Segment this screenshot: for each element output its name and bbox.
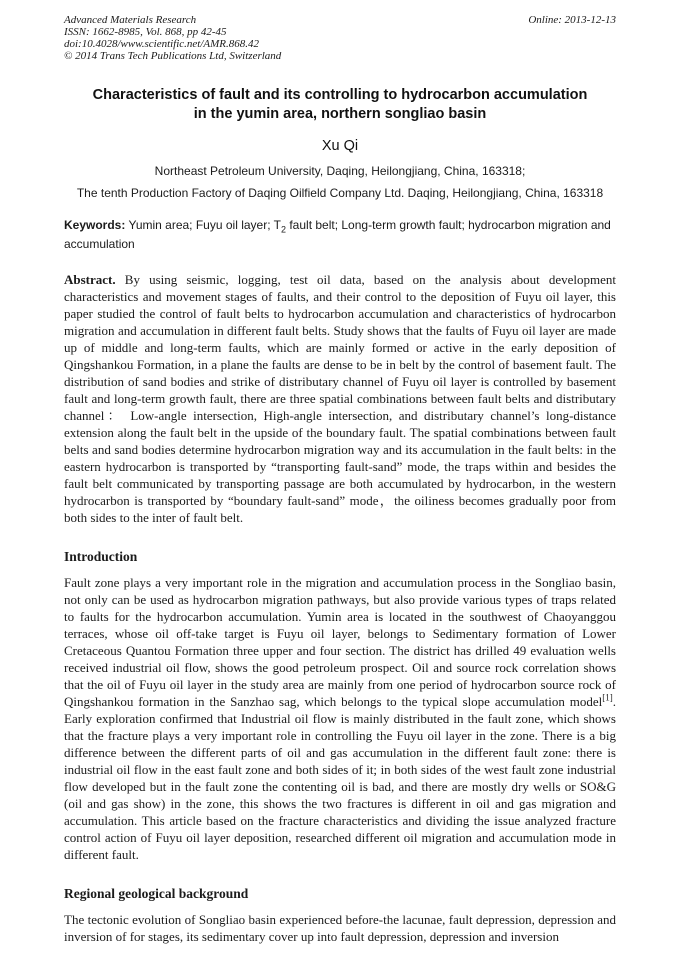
abstract-paragraph xyxy=(64,271,616,526)
keywords-line xyxy=(64,218,616,251)
online-date: Online: 2013-12-13 xyxy=(528,14,616,26)
paper-title xyxy=(64,86,616,124)
affiliation-1: Northeast Petroleum University, Daqing, Heilongjiang, China, 163318; xyxy=(154,164,526,178)
journal-header-left xyxy=(64,14,281,62)
keywords-text-before-subscript: Yumin area; Fuyu oil layer; T xyxy=(125,218,281,232)
paper-title-line1: Characteristics of fault and its controlling to hydrocarbon accumulation xyxy=(92,87,588,103)
abstract-text: By using seismic, logging, test oil data, based on the analysis about development characteristics and movement stages of faults, and their control to the deposition of Fuyu oil layer, this paper studied the control of fault belts to hydrocarbon accumulation and characteristics of hydrocarbon migration and accumulation in different fault belts. Study shows that the faults of Fuyu oil layer are made up of middle and long-term faults, which are mainly formed or active in the early deposition of Qingshankou Formation, in a plane the faults are dense to be in belt by the control of basement fault. The distribution of sand bodies and strike of distributary channel of Fuyu oil layer is controlled by basement fault and long-term growth fault, there are three spatial combinations between fault belts and distributary channel： Low-angle intersection, High-angle intersection, and distributary channel’s long-distance extension along the fault belt in the upside of the boundary fault. The spatial combinations between fault belts and sand bodies determine hydrocarbon migration way and its accumulation in the fault belts: in the eastern hydrocarbon is transported by “transporting fault-sand” mode, the traps within and besides the fault belt communicated by transporting passage are both accumulated by hydrocarbon, in the western hydrocarbon is transported by “boundary fault-sand” mode，the oiliness becomes gradually poor from both sides to the inter of fault belt. xyxy=(64,272,616,526)
journal-copyright-line: © 2014 Trans Tech Publications Ltd, Switzerland xyxy=(64,50,282,62)
keywords-label: Keywords: xyxy=(64,218,126,232)
citation-marker-1: [1] xyxy=(602,693,613,704)
abstract-label: Abstract. xyxy=(64,272,116,288)
journal-header xyxy=(64,14,616,62)
introduction-paragraph xyxy=(64,574,616,863)
section-heading-introduction: Introduction xyxy=(64,549,138,565)
journal-name: Advanced Materials Research xyxy=(64,14,197,26)
journal-issn-line: ISSN: 1662-8985, Vol. 868, pp 42-45 xyxy=(64,26,227,38)
introduction-text-before-citation: Fault zone plays a very important role in the migration and accumulation process in the Songliao basin, not only can be used as hydrocarbon migration pathways, but also provide various types of traps related to faults for the hydrocarbon accumulation. Yumin area is located in the southwest of Chaoyanggou terraces, whose oil off-take target is Fuyu oil layer, belongs to Sedimentary formation of Lower Cretaceous Quantou Formation three upper and four section. The district has drilled 49 evaluation wells received industrial oil flow, shows the good petroleum prospect. Oil and source rock correlation shows that the oil of Fuyu oil layer in the study area are mainly from one period of hydrocarbon source rock of Qingshankou formation in the Sanzhao sag, which belongs to the typical slope accumulation model xyxy=(64,575,616,710)
journal-doi-line: doi:10.4028/www.scientific.net/AMR.868.42 xyxy=(64,38,260,50)
regional-background-paragraph: The tectonic evolution of Songliao basin experienced before-the lacunae, fault depression, depression and inversion of for stages, its sedimentary cover up into fault depression, depression and inversion xyxy=(64,912,616,945)
section-heading-regional-background: Regional geological background xyxy=(64,886,249,902)
paper-title-line2: in the yumin area, northern songliao basin xyxy=(193,106,487,122)
keywords-subscript: 2 xyxy=(281,224,287,235)
affiliation-2: The tenth Production Factory of Daqing Oilfield Company Ltd. Daqing, Heilongjiang, China, 163318 xyxy=(76,186,604,200)
keywords-text-after-subscript: fault belt; Long-term growth fault; hydrocarbon migration and accumulation xyxy=(64,218,611,251)
introduction-text-after-citation: . Early exploration confirmed that Industrial oil flow is mainly distributed in the fault zone, which shows that the fracture plays a very important role in controlling the Fuyu oil layer in the zone. There is a big difference between the different parts of oil and gas accumulation in the different fault zone: there is industrial oil flow in the east fault zone and both sides of it; in both sides of the west fault zone industrial flow developed but in the fault zone the contenting oil is bad, and there are mostly dry wells or SO&G (oil and gas show) in the zone, this shows the two fractures is different in oil and gas migration and accumulation. This article based on the fracture characteristics and dividing the issue analyzed fracture control action of Fuyu oil layer deposition, researched different oil migration and accumulation mode in different fault. xyxy=(64,694,616,863)
author-name: Xu Qi xyxy=(321,138,359,154)
